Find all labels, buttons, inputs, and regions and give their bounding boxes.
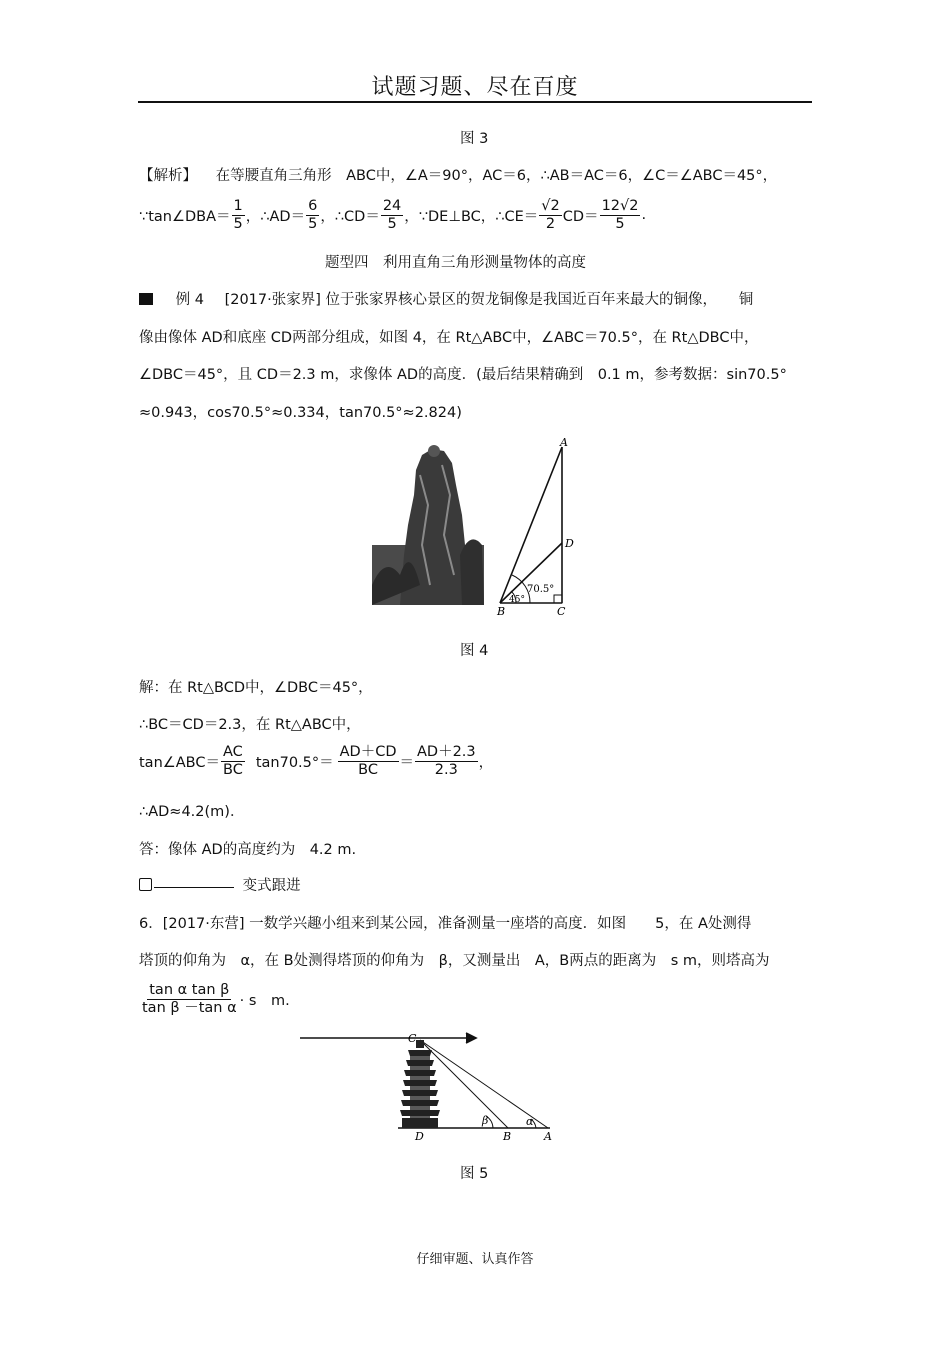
q6-line2: 塔顶的仰角为 α，在 B处测得塔顶的仰角为 β，又测量出 A，B两点的距离为 s m，则塔高为 — [139, 953, 770, 969]
example4-line4: ≈0.943，cos70.5°≈0.334，tan70.5°≈2.824) — [139, 405, 462, 421]
fraction-sqrt2-2 — [539, 198, 561, 232]
variant-heading — [139, 874, 301, 895]
solution-line1: 解：在 Rt△BCD中，∠DBC＝45°， — [139, 680, 373, 696]
figure-4 — [370, 435, 590, 620]
pagoda-icon — [400, 1040, 440, 1128]
fraction-1-5 — [232, 198, 245, 232]
analysis-text1: 在等腰直角三角形 ABC中，∠A＝90°，AC＝6，∴AB＝AC＝6，∠C＝∠ABC＝45°， — [215, 168, 778, 184]
frac-den: BC — [358, 761, 378, 778]
analysis-l2-mid4: CD＝ — [562, 208, 599, 225]
frac-num: AD＋2.3 — [417, 744, 476, 760]
frac-num: 24 — [382, 198, 402, 214]
label-B: B — [503, 1130, 512, 1143]
label-C: C — [408, 1032, 417, 1045]
solution-l3-eq: ＝ — [399, 754, 414, 771]
frac-den: 5 — [233, 215, 243, 232]
label-D: D — [415, 1130, 424, 1143]
example-marker-icon — [139, 293, 153, 305]
header-rule — [138, 101, 812, 103]
section-title: 题型四 利用直角三角形测量物体的高度 — [325, 255, 586, 271]
analysis-l2-mid2: ，∴CD＝ — [320, 208, 380, 225]
fraction-ac-bc — [221, 744, 245, 778]
frac-den: 2.3 — [434, 761, 458, 778]
statue-photo — [372, 445, 484, 605]
q6-answer — [139, 982, 290, 1016]
frac-num: 12√2 — [601, 198, 639, 214]
label-B: B — [497, 605, 506, 618]
answer-end: · s m. — [239, 992, 290, 1009]
frac-num: AC — [223, 744, 243, 760]
page-header: 试题习题、尽在百度 — [371, 75, 579, 100]
frac-den: 5 — [387, 215, 397, 232]
solution-line2: ∴BC＝CD＝2.3，在 Rt△ABC中， — [139, 717, 361, 733]
analysis-l2-mid3: ，∵DE⊥BC，∴CE＝ — [404, 208, 539, 225]
example4-line1 — [139, 288, 753, 309]
frac-den: BC — [223, 761, 243, 778]
frac-den: 5 — [308, 215, 318, 232]
variant-icon — [139, 878, 152, 891]
fraction-ad23-23 — [415, 744, 478, 778]
fig5-caption: 图 5 — [460, 1166, 489, 1182]
analysis-line1 — [139, 164, 777, 185]
page-footer: 仔细审题、认真作答 — [416, 1252, 534, 1267]
frac-num: AD＋CD — [339, 744, 397, 760]
fraction-6-5 — [306, 198, 319, 232]
beta-label: β — [482, 1114, 489, 1127]
example4-line2: 像由像体 AD和底座 CD两部分组成，如图 4，在 Rt△ABC中，∠ABC＝70.5°，在 Rt△DBC中， — [139, 330, 759, 346]
label-A: A — [544, 1130, 552, 1143]
solution-line4: ∴AD≈4.2(m)． — [139, 804, 245, 820]
frac-num: 6 — [308, 198, 318, 214]
example4-line3: ∠DBC＝45°，且 CD＝2.3 m，求像体 AD的高度．(最后结果精确到 0.1 m，参考数据：sin70.5° — [139, 367, 787, 383]
frac-den: 2 — [545, 215, 556, 232]
triangle-diagram — [500, 447, 562, 603]
frac-num: tan α tan β — [149, 982, 230, 998]
frac-num: √2 — [541, 198, 560, 214]
fig4-caption: 图 4 — [460, 643, 489, 659]
solution-line3 — [139, 744, 493, 778]
solution-l3-pre: tan∠ABC＝ — [139, 754, 220, 771]
frac-den: 5 — [615, 215, 625, 232]
solution-l3-mid: tan70.5°＝ — [255, 754, 334, 771]
figure-5 — [298, 1028, 560, 1146]
alpha-label: α — [526, 1115, 534, 1128]
label-D: D — [565, 537, 574, 550]
example4-text1: [2017·张家界] 位于张家界核心景区的贺龙铜像是我国近百年来最大的铜像， 铜 — [224, 292, 754, 308]
fraction-24-5 — [381, 198, 403, 232]
fraction-12sqrt2-5 — [600, 198, 641, 232]
analysis-label: 【解析】 — [139, 168, 197, 184]
solution-l3-end: ， — [478, 754, 494, 771]
frac-num: 1 — [233, 198, 243, 214]
variant-underline — [154, 887, 234, 888]
angle-45-label: 45° — [509, 595, 525, 605]
q6-line1: 6．[2017·东营] 一数学兴趣小组来到某公园，准备测量一座塔的高度．如图 5，在 A处测得 — [139, 916, 752, 932]
angle-70-5-label: 70.5° — [527, 584, 555, 595]
solution-answer: 答：像体 AD的高度约为 4.2 m. — [139, 842, 357, 858]
variant-label: 变式跟进 — [242, 878, 301, 894]
label-C: C — [557, 605, 566, 618]
answer-fraction — [140, 982, 239, 1016]
analysis-l2-end: . — [641, 207, 647, 224]
analysis-line2 — [139, 198, 646, 232]
frac-den: tan β －tan α — [142, 999, 237, 1016]
label-A: A — [560, 436, 568, 449]
fig3-caption: 图 3 — [460, 131, 489, 147]
example4-label: 例 4 — [175, 292, 204, 308]
analysis-l2-pre: ∵tan∠DBA＝ — [139, 208, 231, 225]
analysis-l2-mid1: ，∴AD＝ — [245, 208, 306, 225]
fraction-adcd-bc — [338, 744, 399, 778]
